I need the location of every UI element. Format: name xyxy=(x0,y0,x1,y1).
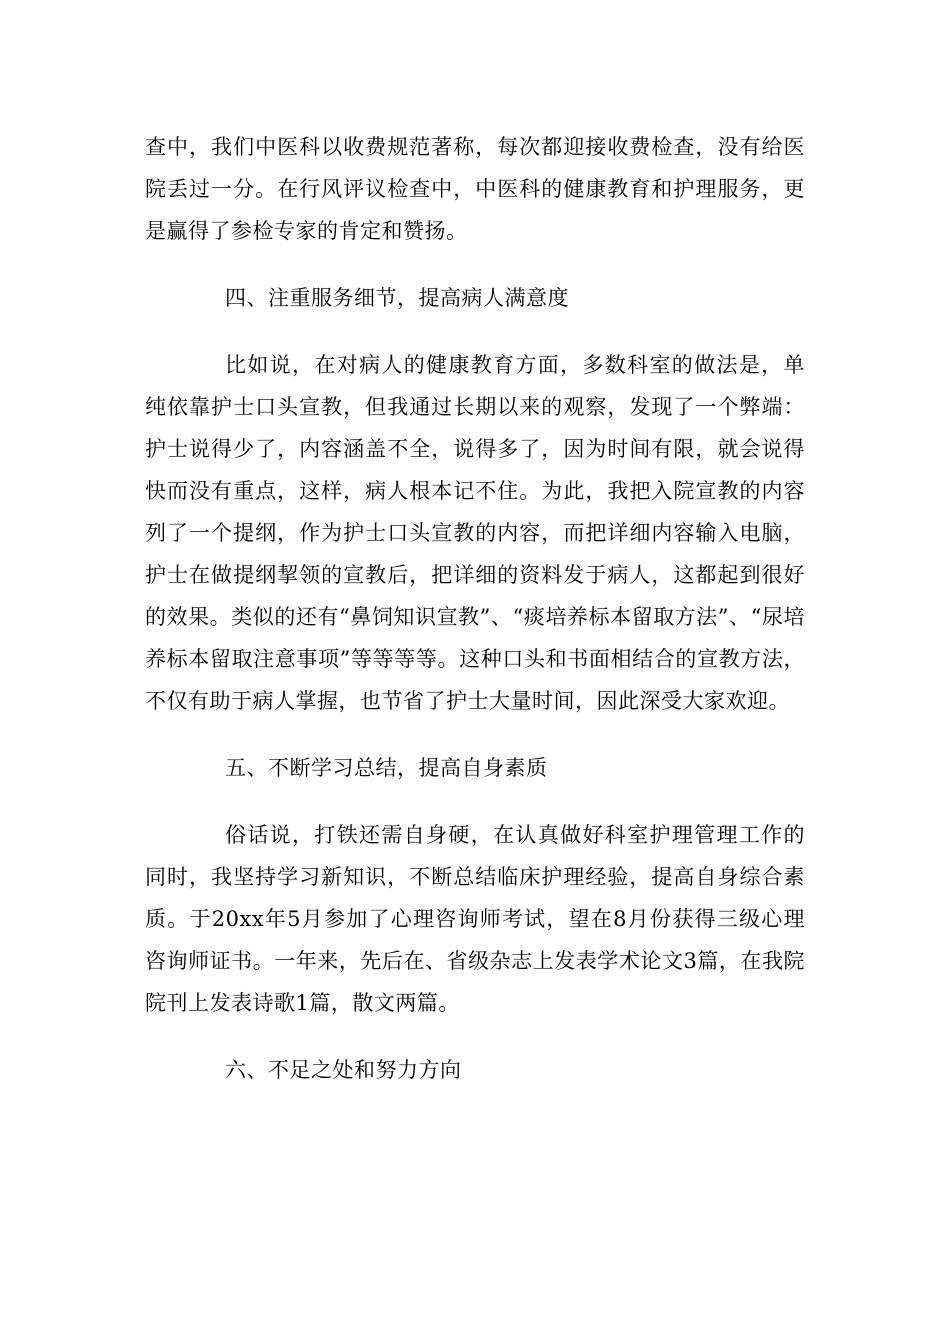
section-heading-6: 六、不足之处和努力方向 xyxy=(225,1058,462,1082)
paragraph-self-improvement: 俗话说，打铁还需自身硬，在认真做好科室护理管理工作的同时，我坚持学习新知识，不断总结临床护理经验，提高自身综合素质。于20xx年5月参加了心理咨询师考试，望在8月份获得三级心理咨询师证书。一年来，先后在、省级杂志上发表学术论文3篇，在我院院刊上发表诗歌1篇，散文两篇。 xyxy=(145,823,805,1015)
paragraph-health-education: 比如说，在对病人的健康教育方面，多数科室的做法是，单纯依靠护士口头宣教，但我通过长期以来的观察，发现了一个弊端：护士说得少了，内容涵盖不全，说得多了，因为时间有限，就会说得快而没有重点，这样，病人根本记不住。为此，我把入院宣教的内容列了一个提纲，作为护士口头宣教的内容，而把详细内容输入电脑，护士在做提纲挈领的宣教后，把详细的资料发于病人，这都起到很好的效果。类似的还有“鼻饲知识宣教”、“痰培养标本留取方法”、“尿培养标本留取注意事项”等等等等。这种口头和书面相结合的宣教方法，不仅有助于病人掌握，也节省了护士大量时间，因此深受大家欢迎。 xyxy=(145,353,805,713)
document-body xyxy=(145,126,805,1116)
section-heading-4: 四、注重服务细节，提高病人满意度 xyxy=(225,286,569,310)
paragraph-continuation: 查中，我们中医科以收费规范著称，每次都迎接收费检查，没有给医院丢过一分。在行风评议检查中，中医科的健康教育和护理服务，更是赢得了参检专家的肯定和赞扬。 xyxy=(145,135,805,243)
section-heading-5: 五、不断学习总结，提高自身素质 xyxy=(225,756,548,780)
